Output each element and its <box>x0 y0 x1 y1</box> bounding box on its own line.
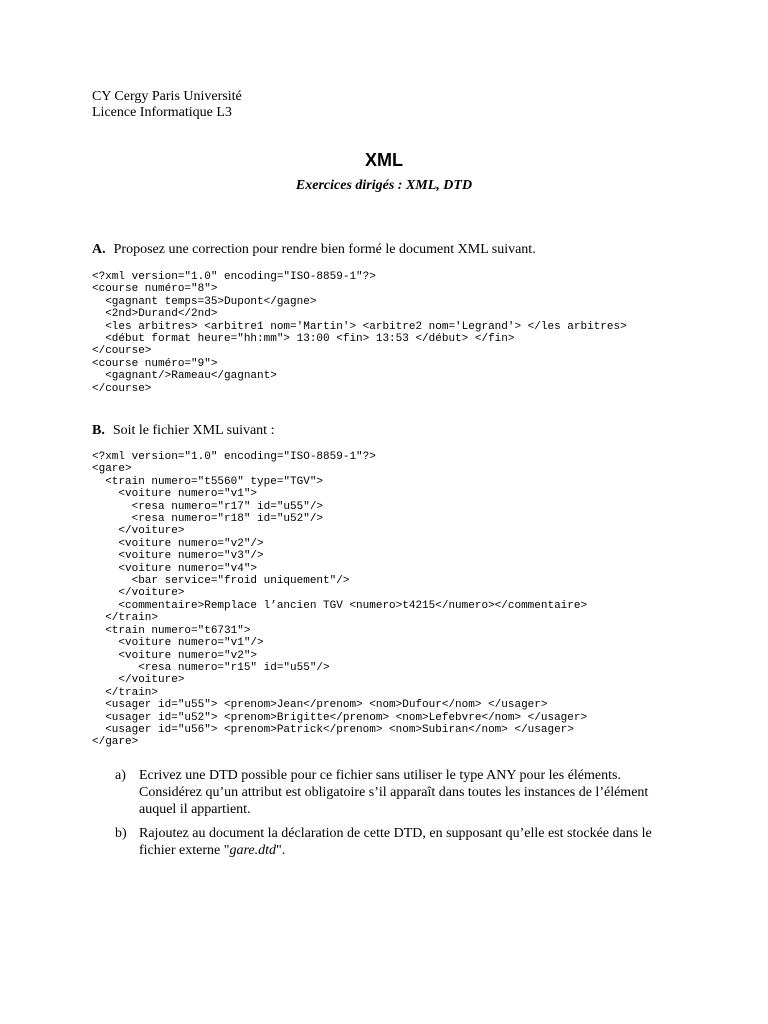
section-b-heading <box>92 422 274 439</box>
section-b-code-block: <?xml version="1.0" encoding="ISO-8859-1"?> <gare> <train numero="t5560" type="TGV"> <voiture numero="v1"> <resa numero="r17" id="u55"/> <resa numero="r18" id="u52"/> </voiture> <voiture numero="v2"/> <voiture numero="v3"/> <voiture numero="v4"> <bar service="froid uniquement"/> </voiture> <commentaire>Remplace l’ancien TGV <numero>t4215</numero></commentaire> </train> <train numero="t6731"> <voiture numero="v1"/> <voiture numero="v2"> <resa numero="r15" id="u55"/> </voiture> </train> <usager id="u55"> <prenom>Jean</prenom> <nom>Dufour</nom> </usager> <usager id="u52"> <prenom>Brigitte</prenom> <nom>Lefebvre</nom> </usager> <usager id="u56"> <prenom>Patrick</prenom> <nom>Subiran</nom> </usager> </gare> <box>92 451 588 749</box>
question-b-text-after: ". <box>276 843 286 858</box>
question-b-filename: gare.dtd <box>229 843 276 858</box>
document-subtitle: Exercices dirigés : XML, DTD <box>295 178 473 193</box>
question-b <box>115 825 675 859</box>
section-a-letter: A. <box>92 242 106 257</box>
question-a <box>115 767 675 818</box>
section-a-instruction: Proposez une correction pour rendre bien formé le document XML suivant. <box>113 242 536 257</box>
document-title: XML <box>365 150 403 170</box>
question-b-label: b) <box>115 826 127 841</box>
section-a-heading <box>92 241 536 258</box>
section-b-instruction: Soit le fichier XML suivant : <box>112 423 275 438</box>
question-b-text-before: Rajoutez au document la déclaration de cette DTD, en supposant qu’elle est stockée dans le fichier externe " <box>139 826 652 858</box>
section-a-code-block: <?xml version="1.0" encoding="ISO-8859-1"?> <course numéro="8"> <gagnant temps=35>Dupont</gagne> <2nd>Durand</2nd> <les arbitres> <arbitre1 nom='Martin'> <arbitre2 nom='Legrand'> </les arbitres> <début format heure="hh:mm"> 13:00 <fin> 13:53 </début> </fin> </course> <course numéro="9"> <gagnant/>Rameau</gagnant> </course> <box>92 271 627 395</box>
program-name: Licence Informatique L3 <box>92 105 232 120</box>
question-b-text <box>139 825 675 859</box>
section-b-letter: B. <box>92 423 105 438</box>
question-a-label: a) <box>115 768 126 783</box>
university-name: CY Cergy Paris Université <box>92 89 242 104</box>
question-a-text: Ecrivez une DTD possible pour ce fichier sans utiliser le type ANY pour les éléments. Considérez qu’un attribut est obligatoire s’il apparaît dans toutes les instances de l’élément auquel il appartient. <box>139 768 649 817</box>
question-list <box>115 767 675 866</box>
